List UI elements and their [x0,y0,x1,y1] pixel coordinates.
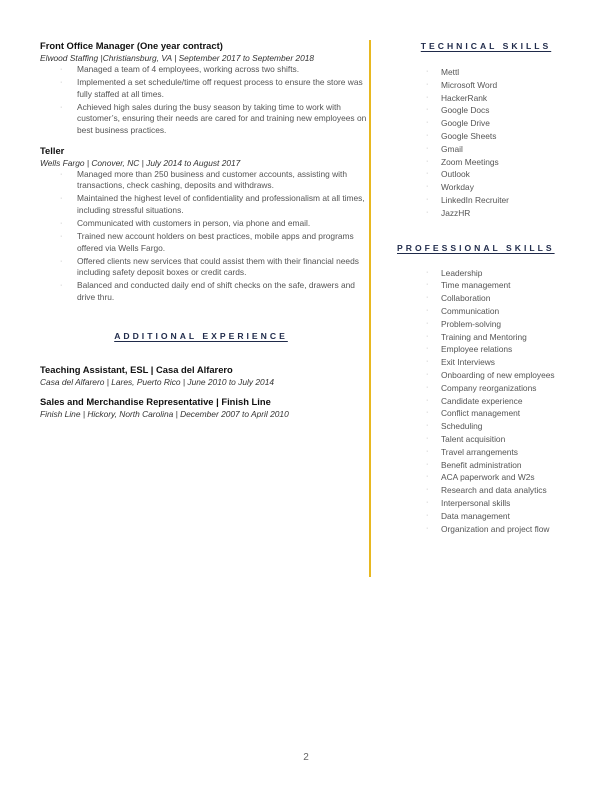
bullet-text: Managed a team of 4 employees, working across two shifts. [77,64,300,74]
additional-experience-list [40,364,368,420]
bullet-marker: · [426,131,429,139]
skill-text: Microsoft Word [441,79,498,90]
bullet-text: Achieved high sales during the busy season by taking time to work with customer’s, ensuring their needs are cared for and training new employees on best business practices. [77,101,367,135]
skill-text: Time management [441,280,511,291]
skill-text: Zoom Meetings [441,156,499,167]
bullet-marker: · [426,511,429,519]
skill-item [390,168,590,181]
page-number: 2 [303,752,309,763]
job-title: Front Office Manager (One year contract) [40,40,223,51]
skill-item [390,420,590,433]
skill-text: Exit Interviews [441,357,495,368]
bullet-marker: · [60,233,63,241]
bullet-marker: · [426,268,429,276]
bullet-marker: · [426,434,429,442]
bullet-marker: · [426,306,429,314]
job-meta: Casa del Alfarero | Lares, Puerto Rico | June 2010 to July 2014 [40,376,275,387]
skill-item [390,130,590,143]
skill-item [390,356,590,369]
skill-item [390,305,590,318]
professional-skills-heading: PROFESSIONAL SKILLS [397,242,555,253]
bullet-text: Communicated with customers in person, via phone and email. [77,217,311,228]
skill-text: Employee relations [441,344,513,355]
skill-item [390,471,590,484]
bullet-item [40,64,368,76]
skill-item [390,523,590,536]
bullet-marker: · [426,208,429,216]
job-title: Sales and Merchandise Representative | Finish Line [40,395,271,407]
additional-entry [40,364,368,388]
bullet-marker: · [426,68,429,75]
skill-item [390,92,590,105]
bullet-marker: · [426,473,429,481]
job-meta: Finish Line | Hickory, North Carolina | December 2007 to April 2010 [40,408,289,419]
bullet-marker: · [426,396,429,404]
bullet-text: Managed more than 250 business and customer accounts, assisting with transactions, check cashing, deposits and withdraws. [77,168,348,191]
skill-text: Conflict management [441,408,521,419]
bullet-marker: · [60,195,63,203]
skill-text: Candidate experience [441,395,523,406]
bullet-text: Offered clients new services that could assist them with their financial needs including safety deposit boxes or credit cards. [77,255,359,278]
skill-text: Collaboration [441,293,491,304]
skill-item [390,343,590,356]
job-title: Teller [40,144,65,156]
skill-item [390,207,590,220]
skill-item [390,382,590,395]
bullet-marker: · [426,195,429,203]
skill-item [390,497,590,510]
bullet-item [40,102,368,137]
skill-text: Workday [441,182,474,193]
bullet-text: Maintained the highest level of confidentiality and professionalism at all times, including stressful situations. [77,193,365,215]
bullet-marker: · [426,80,429,88]
bullet-marker: · [426,358,429,366]
left-column [40,40,368,428]
bullet-marker: · [426,294,429,302]
bullet-marker: · [426,106,429,114]
bullet-marker: · [426,524,429,532]
bullet-item [40,231,368,254]
bullet-marker: · [426,486,429,494]
skill-text: Google Docs [441,105,490,116]
skill-text: Training and Mentoring [441,331,527,342]
skill-item [390,484,590,497]
bullet-marker: · [60,219,63,227]
skill-item [390,292,590,305]
skill-item [390,446,590,459]
bullet-marker: · [60,282,63,290]
experience-list [40,40,368,304]
additional-entry [40,396,368,420]
skill-item [390,369,590,382]
job-meta: Wells Fargo | Conover, NC | July 2014 to August 2017 [40,157,241,168]
technical-skills-heading: TECHNICAL SKILLS [420,41,552,51]
skill-item [390,395,590,408]
additional-experience-heading: ADDITIONAL EXPERIENCE [114,330,288,341]
skill-item [390,331,590,344]
skill-text: Interpersonal skills [441,497,511,508]
skill-item [390,194,590,207]
bullet-text: Trained new account holders on best practices, mobile apps and programs offered via Wells Fargo. [77,231,354,253]
bullet-marker: · [426,370,429,378]
job-bullets [40,169,368,304]
skill-text: Scheduling [441,421,483,432]
bullet-marker: · [426,447,429,455]
bullet-marker: · [60,170,63,178]
skill-text: Google Sheets [441,130,497,141]
job-bullets [40,64,368,137]
bullet-marker: · [426,281,429,289]
skill-text: LinkedIn Recruiter [441,194,509,205]
job-entry [40,145,368,304]
skill-item [390,318,590,331]
skill-text: Google Drive [441,118,490,129]
skill-text: Company reorganizations [441,382,537,393]
bullet-item [40,256,368,279]
skill-item [390,79,590,92]
skill-item [390,117,590,130]
bullet-marker: · [60,257,63,265]
skill-item [390,267,590,280]
technical-skills-list [390,66,590,220]
skill-item [390,143,590,156]
bullet-marker: · [426,319,429,327]
bullet-item [40,280,368,303]
skill-item [390,181,590,194]
bullet-marker: · [426,409,429,417]
skill-item [390,407,590,420]
bullet-marker: · [426,345,429,353]
skill-text: Data management [441,510,510,521]
bullet-marker: · [426,144,429,152]
skill-text: Outlook [441,169,470,180]
bullet-marker: · [426,383,429,391]
bullet-item [40,77,368,100]
bullet-marker: · [426,157,429,165]
skill-text: HackerRank [441,92,488,103]
job-title: Teaching Assistant, ESL | Casa del Alfarero [40,363,233,375]
bullet-text: Implemented a set schedule/time off request process to ensure the store was fully staffed at all times. [77,77,363,99]
skill-item [390,510,590,523]
bullet-item [40,169,368,192]
bullet-marker: · [426,422,429,430]
skill-text: Benefit administration [441,459,522,470]
skill-text: Organization and project flow [441,523,550,534]
bullet-marker: · [426,119,429,127]
professional-skills-list [390,267,590,536]
skill-text: Leadership [441,267,483,278]
skill-text: JazzHR [441,207,471,218]
skill-item [390,104,590,117]
bullet-marker: · [60,103,63,111]
bullet-marker: · [426,170,429,178]
column-divider [369,40,371,577]
bullet-marker: · [426,332,429,340]
bullet-marker: · [60,79,63,87]
skill-text: Problem-solving [441,318,502,329]
bullet-marker: · [426,183,429,191]
bullet-marker: · [426,460,429,468]
skill-text: Travel arrangements [441,446,518,457]
bullet-marker: · [426,498,429,506]
skill-item [390,66,590,79]
skill-text: ACA paperwork and W2s [441,472,535,483]
bullet-item [40,193,368,216]
skill-text: Talent acquisition [441,433,506,444]
right-column [390,40,590,535]
skill-item [390,459,590,472]
skill-text: Gmail [441,143,463,154]
job-entry [40,40,368,137]
skill-text: Research and data analytics [441,485,547,496]
bullet-marker: · [60,66,63,73]
job-meta: Elwood Staffing |Christiansburg, VA | September 2017 to September 2018 [40,53,315,63]
skill-text: Communication [441,305,500,316]
skill-item [390,433,590,446]
bullet-text: Balanced and conducted daily end of shift checks on the safe, drawers and drive thru. [77,280,355,302]
bullet-marker: · [426,93,429,101]
bullet-item [40,218,368,230]
skill-text: Mettl [441,67,460,77]
skill-item [390,156,590,169]
skill-text: Onboarding of new employees [441,369,555,380]
skill-item [390,279,590,292]
